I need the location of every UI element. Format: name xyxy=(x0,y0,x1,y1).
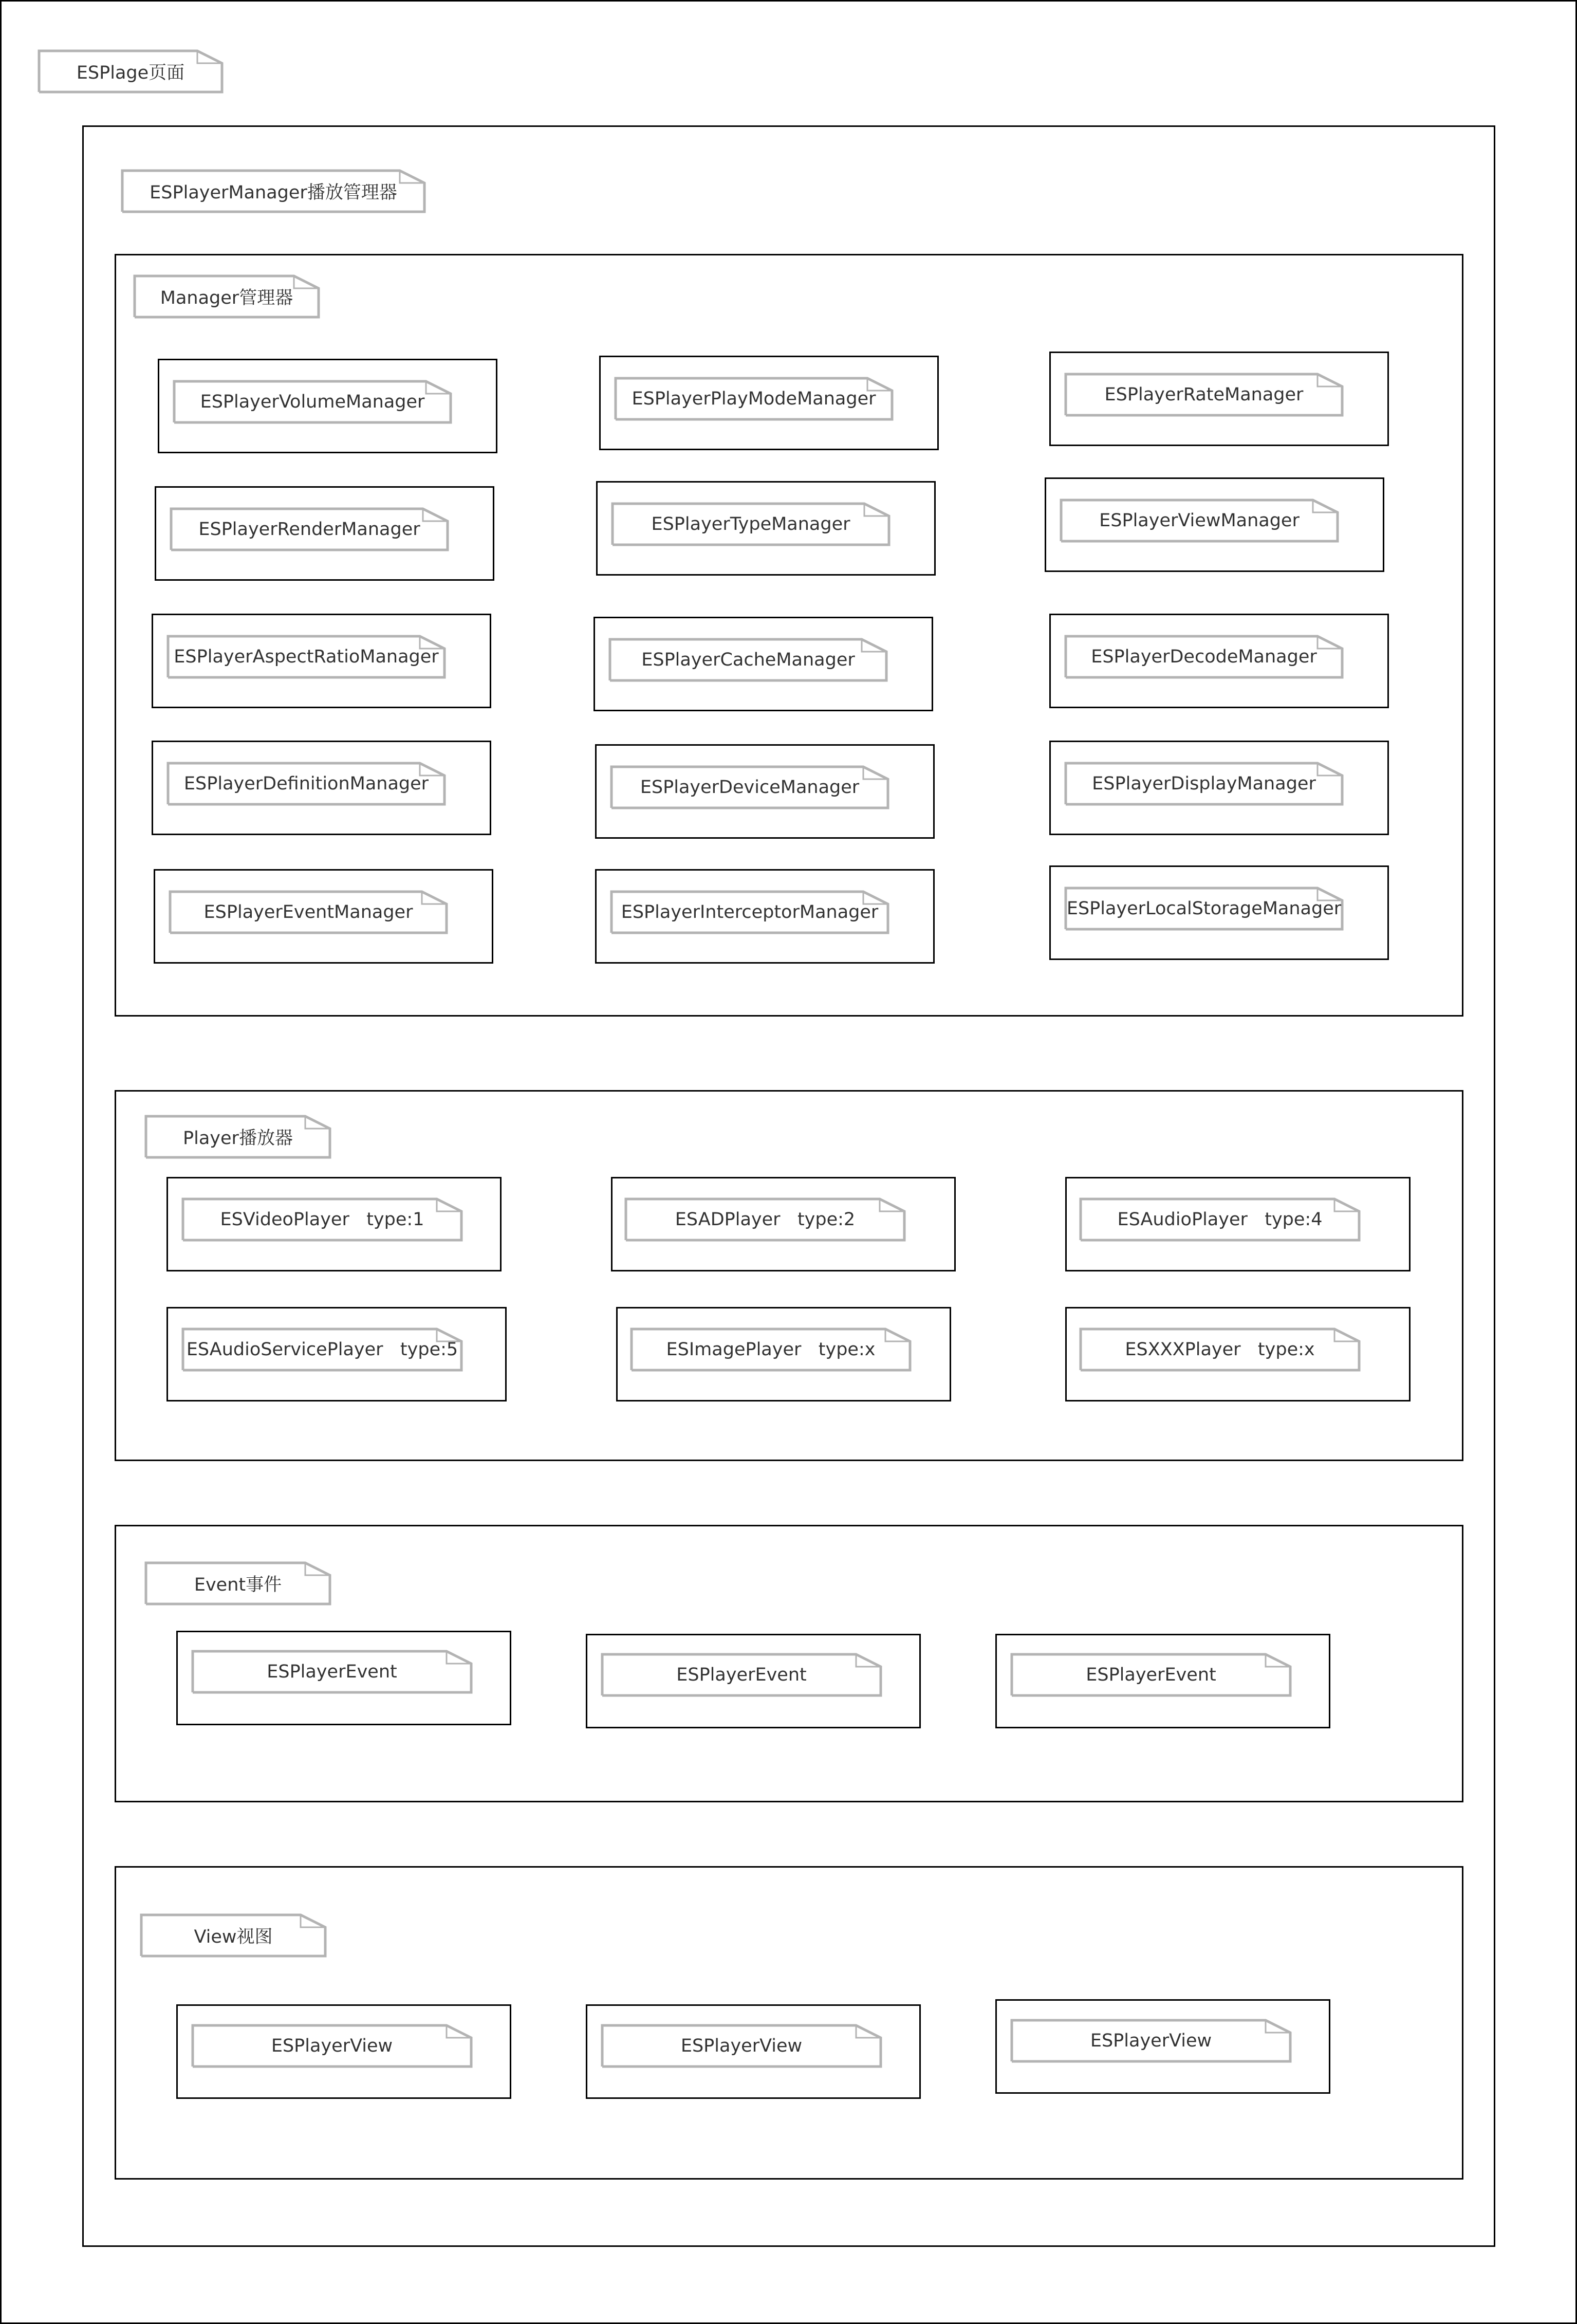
player-item-label: ESAudioPlayer type:4 xyxy=(1117,1209,1323,1230)
view-item-note xyxy=(1011,2019,1291,2062)
event-item-note xyxy=(601,1653,882,1696)
manager-item-note xyxy=(610,891,889,934)
player-item-label: ESImagePlayer type:x xyxy=(666,1339,876,1360)
manager-item-note xyxy=(611,503,890,546)
manager-item-label: ESPlayerAspectRatioManager xyxy=(174,647,439,667)
event-item-label: ESPlayerEvent xyxy=(1086,1665,1216,1685)
player-item-note xyxy=(625,1198,905,1241)
player-item-label: ESXXXPlayer type:x xyxy=(1125,1339,1315,1360)
player-item-note xyxy=(182,1328,462,1371)
manager-item-label: ESPlayerLocalStorageManager xyxy=(1066,898,1342,919)
manager-item-note xyxy=(169,891,448,934)
view-item-note xyxy=(192,2024,472,2068)
player-manager-title-note xyxy=(121,170,425,213)
event-group-title-note xyxy=(145,1562,331,1605)
event-item-note xyxy=(1011,1653,1291,1696)
page-title: ESPlage页面 xyxy=(76,63,185,83)
manager-item-label: ESPlayerDisplayManager xyxy=(1092,773,1316,794)
manager-item-label: ESPlayerDeviceManager xyxy=(640,777,860,798)
view-item-note xyxy=(601,2024,882,2068)
manager-item-note xyxy=(167,635,446,678)
manager-item-label: ESPlayerCacheManager xyxy=(641,650,855,670)
player-item-note xyxy=(182,1198,462,1241)
manager-item-label: ESPlayerEventManager xyxy=(203,902,413,923)
player-item-note xyxy=(630,1328,911,1371)
manager-item-note xyxy=(1065,635,1343,678)
manager-item-label: ESPlayerTypeManager xyxy=(651,514,850,534)
manager-item-label: ESPlayerInterceptorManager xyxy=(621,902,879,923)
manager-item-label: ESPlayerDefinitionManager xyxy=(183,773,429,794)
manager-item-note xyxy=(609,638,887,681)
event-item-note xyxy=(192,1650,472,1693)
manager-item-note xyxy=(610,766,889,809)
manager-item-note xyxy=(1060,499,1339,542)
view-item-label: ESPlayerView xyxy=(1090,2031,1212,2051)
player-item-label: ESADPlayer type:2 xyxy=(675,1209,856,1230)
manager-item-note xyxy=(1065,762,1343,805)
player-item-note xyxy=(1080,1198,1360,1241)
view-group-title: View视图 xyxy=(194,1927,273,1947)
player-manager-title: ESPlayerManager播放管理器 xyxy=(150,182,397,203)
player-item-note xyxy=(1080,1328,1360,1371)
view-item-label: ESPlayerView xyxy=(680,2036,803,2056)
event-item-label: ESPlayerEvent xyxy=(676,1665,807,1685)
player-group-title: Player播放器 xyxy=(183,1128,293,1149)
manager-item-note xyxy=(1065,373,1343,416)
manager-item-note xyxy=(1065,887,1343,930)
manager-item-label: ESPlayerRenderManager xyxy=(198,519,420,540)
manager-item-label: ESPlayerDecodeManager xyxy=(1091,647,1317,667)
manager-item-note xyxy=(170,508,449,551)
manager-item-note xyxy=(615,377,893,420)
view-group-title-note xyxy=(140,1914,326,1957)
view-item-label: ESPlayerView xyxy=(271,2036,393,2056)
manager-item-label: ESPlayerPlayModeManager xyxy=(632,389,876,409)
player-item-label: ESAudioServicePlayer type:5 xyxy=(186,1339,458,1360)
player-group-title-note xyxy=(145,1115,331,1158)
event-group-title: Event事件 xyxy=(194,1575,282,1595)
manager-group-title-note xyxy=(134,275,320,318)
page-title-note xyxy=(38,50,223,93)
event-item-label: ESPlayerEvent xyxy=(267,1662,397,1682)
manager-item-note xyxy=(167,762,446,805)
manager-item-label: ESPlayerViewManager xyxy=(1099,510,1300,531)
player-item-label: ESVideoPlayer type:1 xyxy=(220,1209,424,1230)
manager-item-label: ESPlayerRateManager xyxy=(1104,384,1304,405)
manager-group-title: Manager管理器 xyxy=(160,288,293,308)
manager-item-label: ESPlayerVolumeManager xyxy=(200,392,425,412)
manager-item-note xyxy=(173,380,452,423)
